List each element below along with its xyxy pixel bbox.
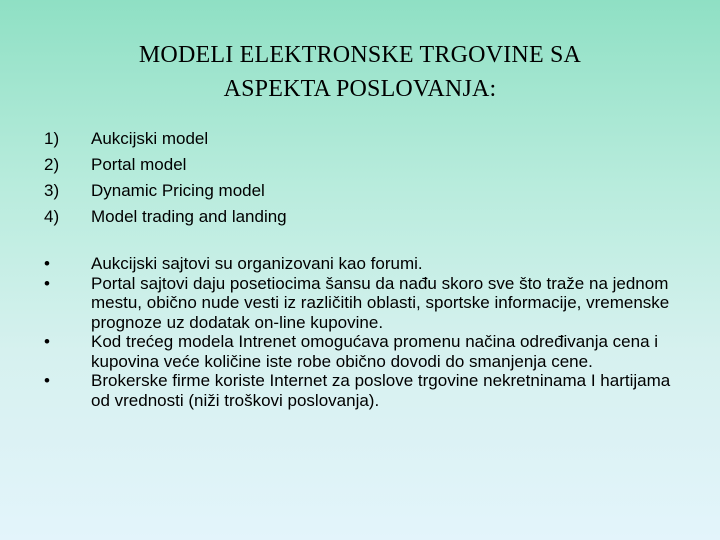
bullet-dot: • <box>44 371 50 390</box>
bullet-item <box>44 371 684 410</box>
bullet-list <box>44 254 684 410</box>
numbered-item <box>44 126 684 152</box>
bullet-text: Kod trećeg modela Intrenet omogućava promenu načina određivanja cena i kupovina veće količine iste robe obično dovodi do smanjenja cene. <box>91 332 659 371</box>
item-number: 4) <box>44 207 60 226</box>
bullet-text: Brokerske firme koriste Internet za poslove trgovine nekretninama I hartijama od vrednosti (niži troškovi poslovanja). <box>91 371 671 410</box>
bullet-item <box>44 332 684 371</box>
bullet-dot: • <box>44 273 50 293</box>
item-number: 3) <box>44 181 60 200</box>
slide-title <box>0 38 720 106</box>
bullet-text: Aukcijski sajtovi su organizovani kao forumi. <box>91 254 423 273</box>
item-number: 2) <box>44 155 60 174</box>
item-number: 1) <box>44 129 60 148</box>
item-text: Aukcijski model <box>91 129 209 148</box>
item-text: Model trading and landing <box>91 207 287 226</box>
numbered-list <box>44 126 684 230</box>
bullet-dot: • <box>44 254 50 273</box>
title-line-2: ASPEKTA POSLOVANJA: <box>223 76 497 102</box>
numbered-item <box>44 178 684 204</box>
bullet-item <box>44 254 684 274</box>
item-text: Portal model <box>91 155 187 174</box>
title-line-1: MODELI ELEKTRONSKE TRGOVINE SA <box>138 42 582 68</box>
item-text: Dynamic Pricing model <box>91 181 265 200</box>
bullet-dot: • <box>44 332 50 351</box>
bullet-text: Portal sajtovi daju posetiocima šansu da nađu skoro sve što traže na jednom mestu, obično nude vesti iz različitih oblasti, sportske informacije, vremenske prognoze uz dodatak on-line kupovine. <box>91 273 670 332</box>
numbered-item <box>44 204 684 230</box>
numbered-item <box>44 152 684 178</box>
bullet-item <box>44 274 684 333</box>
